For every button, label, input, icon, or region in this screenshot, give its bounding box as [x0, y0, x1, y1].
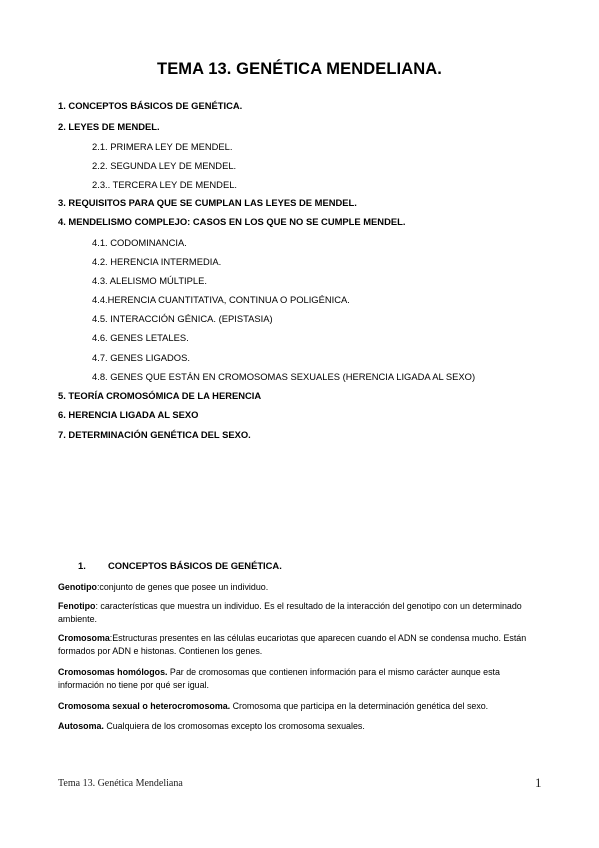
toc-item: 4.7. GENES LIGADOS.	[92, 352, 190, 363]
toc-item: 2.2. SEGUNDA LEY DE MENDEL.	[92, 160, 237, 171]
page-title: TEMA 13. GENÉTICA MENDELIANA.	[157, 60, 442, 78]
toc-item: 4.4.HERENCIA CUANTITATIVA, CONTINUA O POLIGÉNICA.	[92, 294, 350, 305]
toc-item: 4.5. INTERACCIÓN GÉNICA. (EPISTASIA)	[92, 313, 273, 324]
toc-item: 7. DETERMINACIÓN GENÉTICA DEL SEXO.	[58, 429, 251, 440]
section-title: CONCEPTOS BÁSICOS DE GENÉTICA.	[108, 560, 282, 571]
page-number: 1	[535, 775, 542, 790]
toc-item: 4.2. HERENCIA INTERMEDIA.	[92, 256, 222, 267]
definition-cromosomas-homologos	[58, 666, 548, 692]
toc-item: 4.6. GENES LETALES.	[92, 332, 189, 343]
definition-cromosoma	[58, 632, 548, 658]
footer-title: Tema 13. Genética Mendeliana	[58, 778, 183, 789]
definition-term: Cromosomas homólogos.	[58, 667, 168, 677]
toc-item: 4.8. GENES QUE ESTÁN EN CROMOSOMAS SEXUALES (HERENCIA LIGADA AL SEXO)	[92, 371, 476, 382]
definition-cromosoma-sexual	[58, 700, 548, 713]
definition-fenotipo	[58, 600, 548, 626]
toc-item: 2.1. PRIMERA LEY DE MENDEL.	[92, 141, 233, 152]
section-number: 1.	[78, 560, 86, 571]
definition-text: : características que muestra un individuo. Es el resultado de la interacción del genotipo con un determinado ambiente.	[58, 601, 522, 624]
definition-text: :conjunto de genes que posee un individuo.	[96, 582, 269, 592]
definition-genotipo	[58, 581, 548, 594]
definition-text: :Estructuras presentes en las células eucariotas que aparecen cuando el ADN se condensa mucho. Están formados por ADN e histonas. Contienen los genes.	[58, 633, 527, 656]
definition-text: Cualquiera de los cromosomas excepto los cromosoma sexuales.	[103, 721, 365, 731]
toc-item: 4.3. ALELISMO MÚLTIPLE.	[92, 275, 207, 286]
toc-item: 3. REQUISITOS PARA QUE SE CUMPLAN LAS LEYES DE MENDEL.	[58, 197, 357, 208]
definition-text: Par de cromosomas que contienen información para el mismo carácter aunque esta información no tiene por qué ser igual.	[58, 667, 500, 690]
toc-item: 2.3.. TERCERA LEY DE MENDEL.	[92, 179, 238, 190]
toc-item: 1. CONCEPTOS BÁSICOS DE GENÉTICA.	[58, 100, 243, 111]
toc-item: 4. MENDELISMO COMPLEJO: CASOS EN LOS QUE NO SE CUMPLE MENDEL.	[58, 216, 406, 227]
section-heading	[78, 560, 282, 571]
definition-term: Fenotipo	[58, 601, 96, 611]
definition-term: Cromosoma	[58, 633, 110, 643]
definition-text: Cromosoma que participa en la determinación genética del sexo.	[230, 701, 489, 711]
definition-term: Cromosoma sexual o heterocromosoma.	[58, 701, 231, 711]
definition-term: Autosoma.	[58, 721, 104, 731]
toc-item: 4.1. CODOMINANCIA.	[92, 237, 187, 248]
definition-autosoma	[58, 720, 548, 733]
toc-item: 2. LEYES DE MENDEL.	[58, 121, 160, 132]
toc-item: 5. TEORÍA CROMOSÓMICA DE LA HERENCIA	[58, 390, 262, 401]
definition-term: Genotipo	[58, 582, 97, 592]
toc-item: 6. HERENCIA LIGADA AL SEXO	[58, 409, 199, 420]
